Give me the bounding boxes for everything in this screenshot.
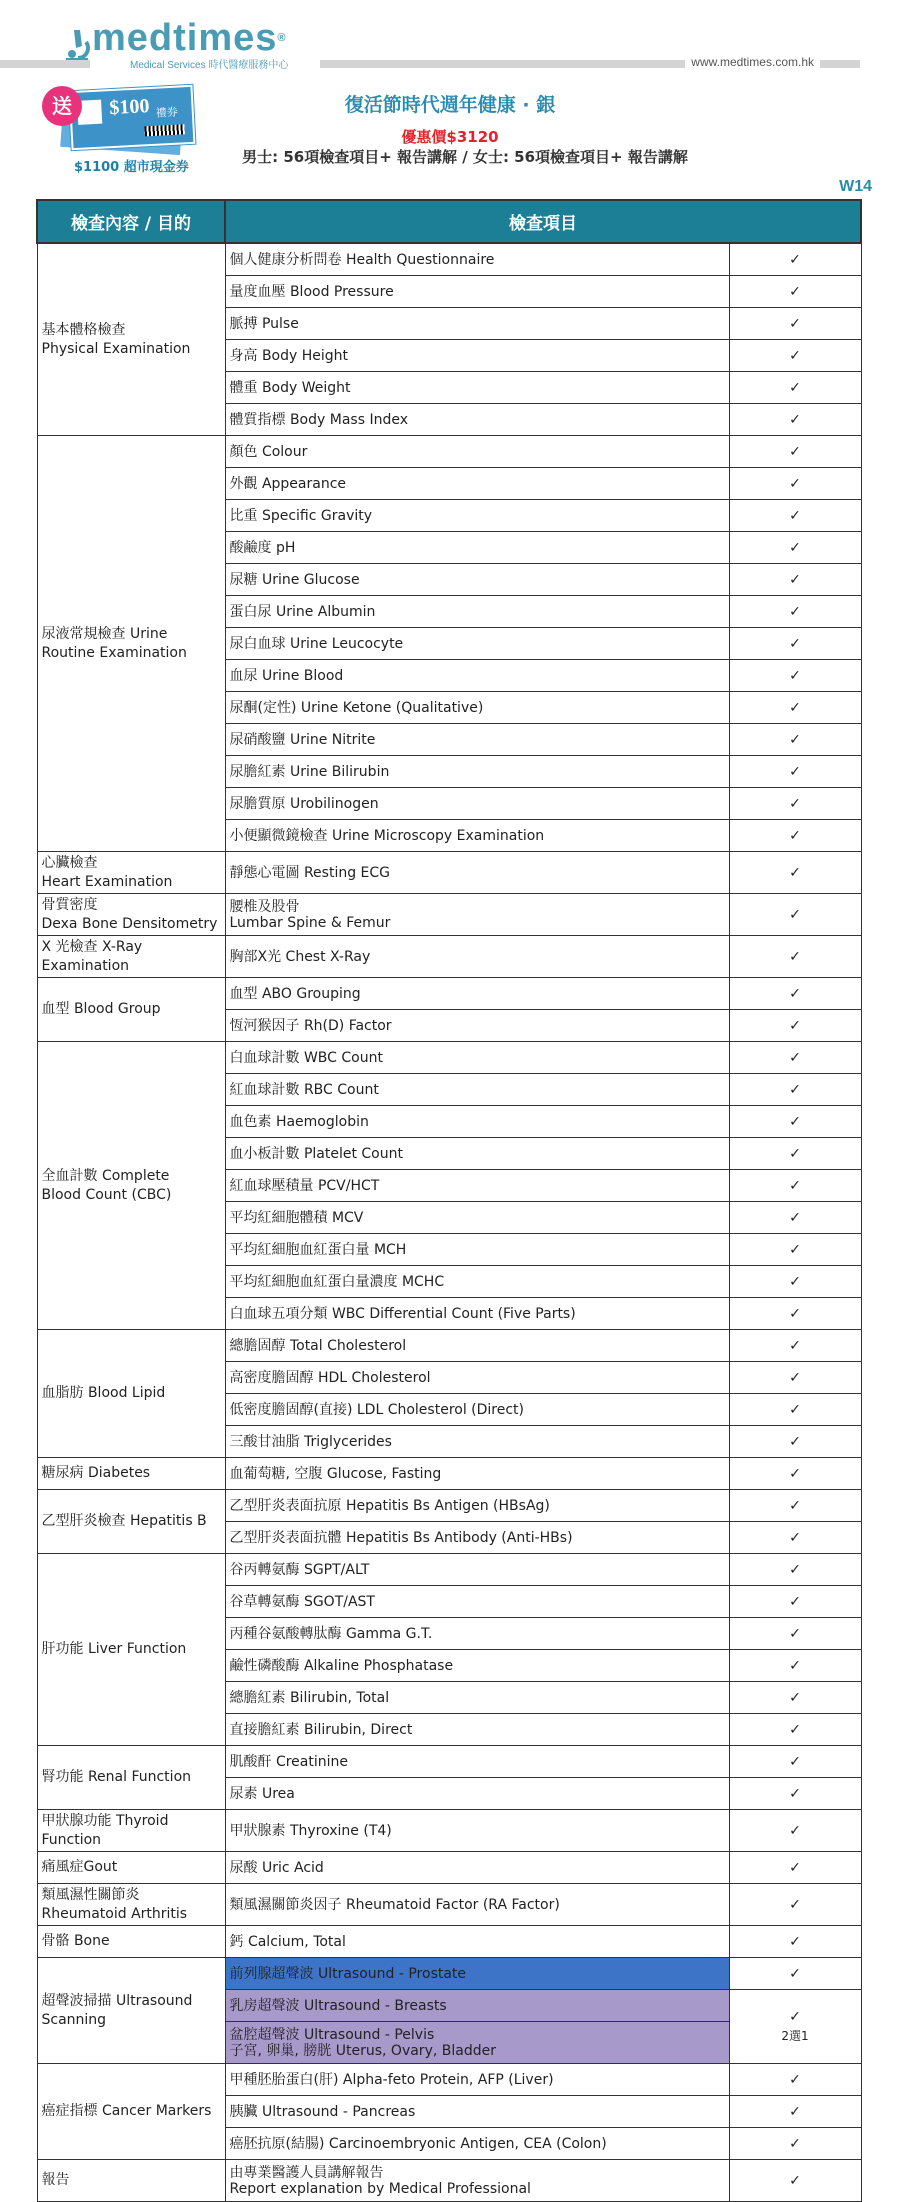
item-cell: 總膽固醇 Total Cholesterol [225, 1330, 729, 1362]
table-row [37, 1458, 861, 1490]
check-mark: ✓ [729, 276, 861, 308]
item-cell: 平均紅細胞血紅蛋白量濃度 MCHC [225, 1266, 729, 1298]
category-cell: 骨質密度 Dexa Bone Densitometry [37, 894, 225, 936]
website-link[interactable]: www.medtimes.com.hk [685, 55, 820, 69]
item-cell: 類風濕關節炎因子 Rheumatoid Factor (RA Factor) [225, 1884, 729, 1926]
plan-title: 復活節時代週年健康 · 銀 [344, 94, 556, 116]
category-cell: 甲狀腺功能 Thyroid Function [37, 1810, 225, 1852]
item-cell: 白血球計數 WBC Count [225, 1042, 729, 1074]
item-cell: 血小板計數 Platelet Count [225, 1138, 729, 1170]
check-mark: ✓ [729, 1522, 861, 1554]
plan-price: 優惠價$3120 [401, 128, 499, 146]
check-mark: ✓ [729, 340, 861, 372]
item-cell: 高密度膽固醇 HDL Cholesterol [225, 1362, 729, 1394]
item-cell: 谷草轉氨酶 SGOT/AST [225, 1586, 729, 1618]
check-mark: ✓ [729, 936, 861, 978]
item-cell: 白血球五項分類 WBC Differential Count (Five Parts) [225, 1298, 729, 1330]
check-mark: ✓ [729, 2128, 861, 2160]
gift-badge: 送 [42, 86, 82, 126]
item-cell: 恆河猴因子 Rh(D) Factor [225, 1010, 729, 1042]
item-cell: 小便顯微鏡檢查 Urine Microscopy Examination [225, 820, 729, 852]
check-mark: ✓ [729, 1586, 861, 1618]
check-mark: ✓ [729, 1170, 861, 1202]
check-mark: ✓ [729, 1490, 861, 1522]
category-cell: 全血計數 Complete Blood Count (CBC) [37, 1042, 225, 1330]
item-cell: 尿糖 Urine Glucose [225, 564, 729, 596]
category-cell: 類風濕性關節炎 Rheumatoid Arthritis [37, 1884, 225, 1926]
category-cell: 乙型肝炎檢查 Hepatitis B [37, 1490, 225, 1554]
item-cell: 谷丙轉氨酶 SGPT/ALT [225, 1554, 729, 1586]
check-mark-choice: ✓ 2選1 [729, 1990, 861, 2064]
item-cell: 紅血球壓積量 PCV/HCT [225, 1170, 729, 1202]
item-cell: 乙型肝炎表面抗體 Hepatitis Bs Antibody (Anti-HBs) [225, 1522, 729, 1554]
item-cell: 體質指標 Body Mass Index [225, 404, 729, 436]
item-cell: 個人健康分析問卷 Health Questionnaire [225, 243, 729, 276]
category-cell: 糖尿病 Diabetes [37, 1458, 225, 1490]
table-row [37, 1852, 861, 1884]
item-cell: 丙種谷氨酸轉肽酶 Gamma G.T. [225, 1618, 729, 1650]
check-mark: ✓ [729, 1138, 861, 1170]
brand-trademark: ® [277, 32, 287, 44]
check-mark: ✓ [729, 2064, 861, 2096]
check-mark: ✓ [729, 1394, 861, 1426]
item-cell: 體重 Body Weight [225, 372, 729, 404]
category-cell: 血脂肪 Blood Lipid [37, 1330, 225, 1458]
table-body [37, 243, 861, 2202]
check-mark: ✓ [729, 468, 861, 500]
check-mark: ✓ [729, 500, 861, 532]
check-mark: ✓ [729, 308, 861, 340]
check-mark: ✓ [729, 1202, 861, 1234]
category-cell: 骨骼 Bone [37, 1926, 225, 1958]
table-row [37, 1810, 861, 1852]
item-cell: 甲種胚胎蛋白(肝) Alpha-feto Protein, AFP (Liver) [225, 2064, 729, 2096]
table-row [37, 894, 861, 936]
item-cell: 尿酮(定性) Urine Ketone (Qualitative) [225, 692, 729, 724]
check-mark: ✓ [729, 1298, 861, 1330]
category-cell: 尿液常規檢查 Urine Routine Examination [37, 436, 225, 852]
item-cell: 酸鹼度 pH [225, 532, 729, 564]
item-cell-pelvis: 盆腔超聲波 Ultrasound - Pelvis 子宮, 卵巢, 膀胱 Uterus, Ovary, Bladder [225, 2022, 729, 2064]
check-mark: ✓ [729, 894, 861, 936]
item-cell: 身高 Body Height [225, 340, 729, 372]
item-cell: 總膽紅素 Bilirubin, Total [225, 1682, 729, 1714]
check-mark: ✓ [729, 1926, 861, 1958]
item-cell: 顏色 Colour [225, 436, 729, 468]
table-header-row [37, 200, 861, 243]
item-cell: 尿素 Urea [225, 1778, 729, 1810]
check-mark: ✓ [729, 243, 861, 276]
voucher-amount: $100 [108, 95, 151, 120]
check-mark: ✓ [729, 1778, 861, 1810]
brand-name: medtimes [92, 17, 278, 59]
item-cell: 外觀 Appearance [225, 468, 729, 500]
table-row [37, 1746, 861, 1778]
item-cell: 比重 Specific Gravity [225, 500, 729, 532]
table-row [37, 1926, 861, 1958]
category-cell: 報告 [37, 2160, 225, 2202]
item-cell: 胸部X光 Chest X-Ray [225, 936, 729, 978]
check-mark: ✓ [729, 724, 861, 756]
check-mark: ✓ [729, 1852, 861, 1884]
table-row [37, 978, 861, 1010]
item-cell: 尿白血球 Urine Leucocyte [225, 628, 729, 660]
check-mark: ✓ [729, 1554, 861, 1586]
check-mark: ✓ [729, 1042, 861, 1074]
check-mark: ✓ [729, 852, 861, 894]
table-row [37, 1490, 861, 1522]
category-cell: 基本體格檢查 Physical Examination [37, 243, 225, 436]
item-cell: 平均紅細胞體積 MCV [225, 1202, 729, 1234]
item-cell: 尿酸 Uric Acid [225, 1852, 729, 1884]
item-cell: 血型 ABO Grouping [225, 978, 729, 1010]
item-cell: 血葡萄糖, 空腹 Glucose, Fasting [225, 1458, 729, 1490]
item-cell: 肌酸酐 Creatinine [225, 1746, 729, 1778]
table-row [37, 1958, 861, 1990]
item-cell: 甲狀腺素 Thyroxine (T4) [225, 1810, 729, 1852]
item-cell: 蛋白尿 Urine Albumin [225, 596, 729, 628]
category-cell: 血型 Blood Group [37, 978, 225, 1042]
table-row [37, 2160, 861, 2202]
check-mark: ✓ [729, 596, 861, 628]
item-cell: 血尿 Urine Blood [225, 660, 729, 692]
item-cell: 癌胚抗原(結腸) Carcinoembryonic Antigen, CEA (Colon) [225, 2128, 729, 2160]
check-mark: ✓ [729, 820, 861, 852]
check-mark: ✓ [729, 1330, 861, 1362]
table-row [37, 243, 861, 276]
check-mark: ✓ [729, 1650, 861, 1682]
check-mark: ✓ [729, 2096, 861, 2128]
check-mark: ✓ [729, 1884, 861, 1926]
check-mark: ✓ [729, 978, 861, 1010]
category-cell: X 光檢查 X-Ray Examination [37, 936, 225, 978]
check-mark: ✓ [729, 628, 861, 660]
check-mark: ✓ [729, 1266, 861, 1298]
item-cell: 鈣 Calcium, Total [225, 1926, 729, 1958]
table-row [37, 1554, 861, 1586]
voucher-label: 禮券 [155, 105, 179, 120]
table-row [37, 436, 861, 468]
check-mark: ✓ [729, 532, 861, 564]
item-cell: 腰椎及股骨 Lumbar Spine & Femur [225, 894, 729, 936]
table-row [37, 2064, 861, 2096]
item-cell: 紅血球計數 RBC Count [225, 1074, 729, 1106]
category-cell: 癌症指標 Cancer Markers [37, 2064, 225, 2160]
table-row [37, 852, 861, 894]
item-cell: 由專業醫護人員講解報告 Report explanation by Medical Professional [225, 2160, 729, 2202]
check-mark: ✓ [729, 1958, 861, 1990]
item-cell: 三酸甘油脂 Triglycerides [225, 1426, 729, 1458]
check-mark: ✓ [729, 1810, 861, 1852]
plan-description: 男士: 56項檢查項目+ 報告講解 / 女士: 56項檢查項目+ 報告講解 [242, 148, 688, 166]
checkup-table [36, 199, 862, 2202]
microscope-icon [60, 24, 94, 64]
category-cell: 超聲波掃描 Ultrasound Scanning [37, 1958, 225, 2064]
item-cell: 脈搏 Pulse [225, 308, 729, 340]
category-cell: 痛風症Gout [37, 1852, 225, 1884]
check-mark: ✓ [729, 1714, 861, 1746]
check-mark: ✓ [729, 1010, 861, 1042]
check-mark: ✓ [729, 660, 861, 692]
header-items: 檢查項目 [225, 200, 861, 243]
check-mark: ✓ [729, 1426, 861, 1458]
check-mark: ✓ [729, 436, 861, 468]
check-mark: ✓ [729, 1618, 861, 1650]
category-cell: 心臟檢查 Heart Examination [37, 852, 225, 894]
check-mark: ✓ [729, 1682, 861, 1714]
item-cell: 量度血壓 Blood Pressure [225, 276, 729, 308]
medtimes-logo [92, 18, 288, 71]
item-cell: 靜態心電圖 Resting ECG [225, 852, 729, 894]
item-cell: 乙型肝炎表面抗原 Hepatitis Bs Antigen (HBsAg) [225, 1490, 729, 1522]
header-category: 檢查內容 / 目的 [37, 200, 225, 243]
check-mark: ✓ [729, 1362, 861, 1394]
table-row [37, 1042, 861, 1074]
check-mark: ✓ [729, 756, 861, 788]
item-cell-breasts: 乳房超聲波 Ultrasound - Breasts [225, 1990, 729, 2022]
check-mark: ✓ [729, 1234, 861, 1266]
check-mark: ✓ [729, 1106, 861, 1138]
item-cell: 平均紅細胞血紅蛋白量 MCH [225, 1234, 729, 1266]
table-row [37, 936, 861, 978]
item-cell: 血色素 Haemoglobin [225, 1106, 729, 1138]
category-cell: 肝功能 Liver Function [37, 1554, 225, 1746]
check-mark: ✓ [729, 372, 861, 404]
plan-code: W14 [839, 178, 872, 195]
check-mark: ✓ [729, 692, 861, 724]
item-cell: 低密度膽固醇(直接) LDL Cholesterol (Direct) [225, 1394, 729, 1426]
check-mark: ✓ [729, 404, 861, 436]
category-cell: 腎功能 Renal Function [37, 1746, 225, 1810]
table-row [37, 1330, 861, 1362]
item-cell: 尿硝酸鹽 Urine Nitrite [225, 724, 729, 756]
brand-subtitle: Medical Services 時代醫療服務中心 [130, 60, 289, 71]
check-mark: ✓ [729, 788, 861, 820]
item-cell: 尿膽紅素 Urine Bilirubin [225, 756, 729, 788]
table-row [37, 1884, 861, 1926]
check-mark: ✓ [729, 2160, 861, 2202]
header-bar-left [0, 60, 90, 68]
check-mark: ✓ [729, 1074, 861, 1106]
voucher-caption: $1100 超市現金券 [74, 160, 189, 175]
choice-label: 2選1 [781, 2029, 809, 2043]
check-mark: ✓ [729, 1458, 861, 1490]
check-mark: ✓ [729, 1746, 861, 1778]
item-cell-prostate: 前列腺超聲波 Ultrasound - Prostate [225, 1958, 729, 1990]
item-cell: 尿膽質原 Urobilinogen [225, 788, 729, 820]
item-cell: 胰臟 Ultrasound - Pancreas [225, 2096, 729, 2128]
header [0, 0, 900, 200]
item-cell: 鹼性磷酸酶 Alkaline Phosphatase [225, 1650, 729, 1682]
item-cell: 直接膽紅素 Bilirubin, Direct [225, 1714, 729, 1746]
check-mark: ✓ [729, 564, 861, 596]
